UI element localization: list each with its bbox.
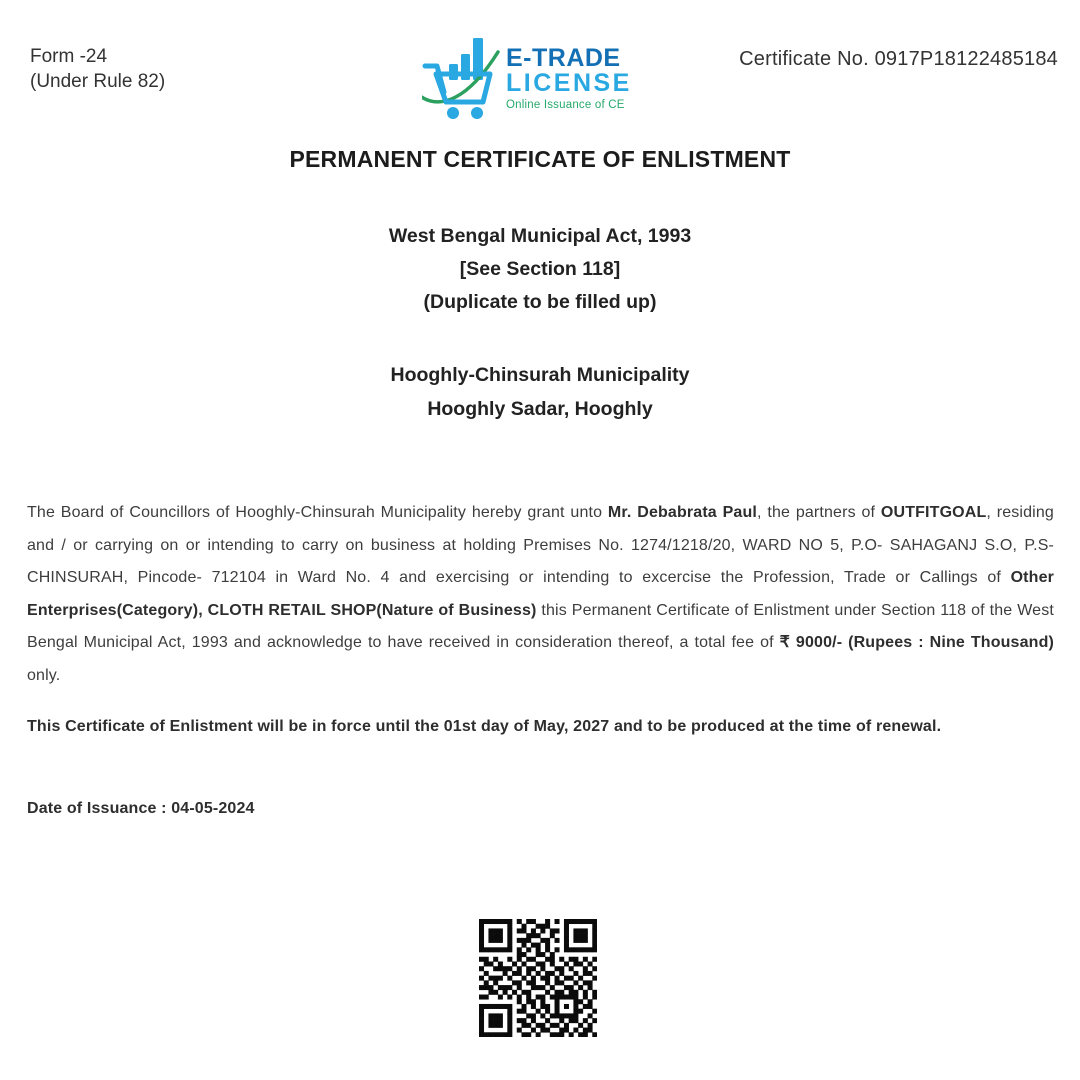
qr-code <box>479 919 597 1037</box>
form-rule: (Under Rule 82) <box>30 71 166 92</box>
logo-tagline: Online Issuance of CE <box>506 99 625 111</box>
logo-line-license: LICENSE <box>506 69 632 97</box>
text-segment: This Certificate of Enlistment will be in force until the 01st day of May, 2027 and to be produced at the time of renewal. <box>27 718 942 735</box>
text-segment: ₹ 9000/- (Rupees : Nine Thousand) <box>779 634 1054 651</box>
act-name: West Bengal Municipal Act, 1993 <box>388 225 692 247</box>
municipality-block <box>0 358 1080 426</box>
text-segment: , residing and / or carrying on or intending to carry on business at holding Premises No. 1274/1218/20, WARD NO 5, P.O- SAHAGANJ S.O, P.S- CHINSURAH, Pincode- 712104 in Ward No. 4 and exercising or intending to excercise the Profession, Trade or Callings of <box>27 504 1054 586</box>
text-segment: Other Enterprises(Category), CLOTH RETAIL SHOP(Nature of Business) <box>27 569 1054 619</box>
text-segment: Mr. Debabrata Paul <box>607 504 757 521</box>
validity-paragraph <box>27 711 1054 744</box>
act-duplicate-note: (Duplicate to be filled up) <box>423 291 657 313</box>
text-segment: Date of Issuance : 04-05-2024 <box>27 800 255 817</box>
form-number: Form -24 <box>30 46 108 67</box>
text-segment: OUTFITGOAL <box>880 504 987 521</box>
text-segment: only. <box>27 666 61 684</box>
text-segment: this Permanent Certificate of Enlistment under Section 118 of the West Bengal Municipal Act, 1993 and acknowledge to have received in consideration thereof, a total fee of <box>27 601 1054 651</box>
shopping-cart-chart-icon <box>422 30 502 126</box>
text-segment: The Board of Councillors of Hooghly-Chinsurah Municipality hereby grant unto <box>27 504 608 521</box>
certificate-number: Certificate No. 0917P18122485184 <box>739 48 1058 70</box>
municipality-name: Hooghly-Chinsurah Municipality <box>390 364 690 386</box>
issuance-date-line <box>27 793 1054 826</box>
act-section: [See Section 118] <box>459 258 621 280</box>
municipality-location: Hooghly Sadar, Hooghly <box>427 398 653 420</box>
act-reference-block <box>0 220 1080 319</box>
etrade-license-logo <box>422 30 632 126</box>
document-title: PERMANENT CERTIFICATE OF ENLISTMENT <box>289 146 791 172</box>
logo-line-etrade: E-TRADE <box>506 44 621 72</box>
text-segment: , the partners of <box>757 504 881 521</box>
logo-wordmark <box>506 46 632 111</box>
form-identifier <box>30 44 165 94</box>
grant-paragraph <box>27 497 1054 692</box>
